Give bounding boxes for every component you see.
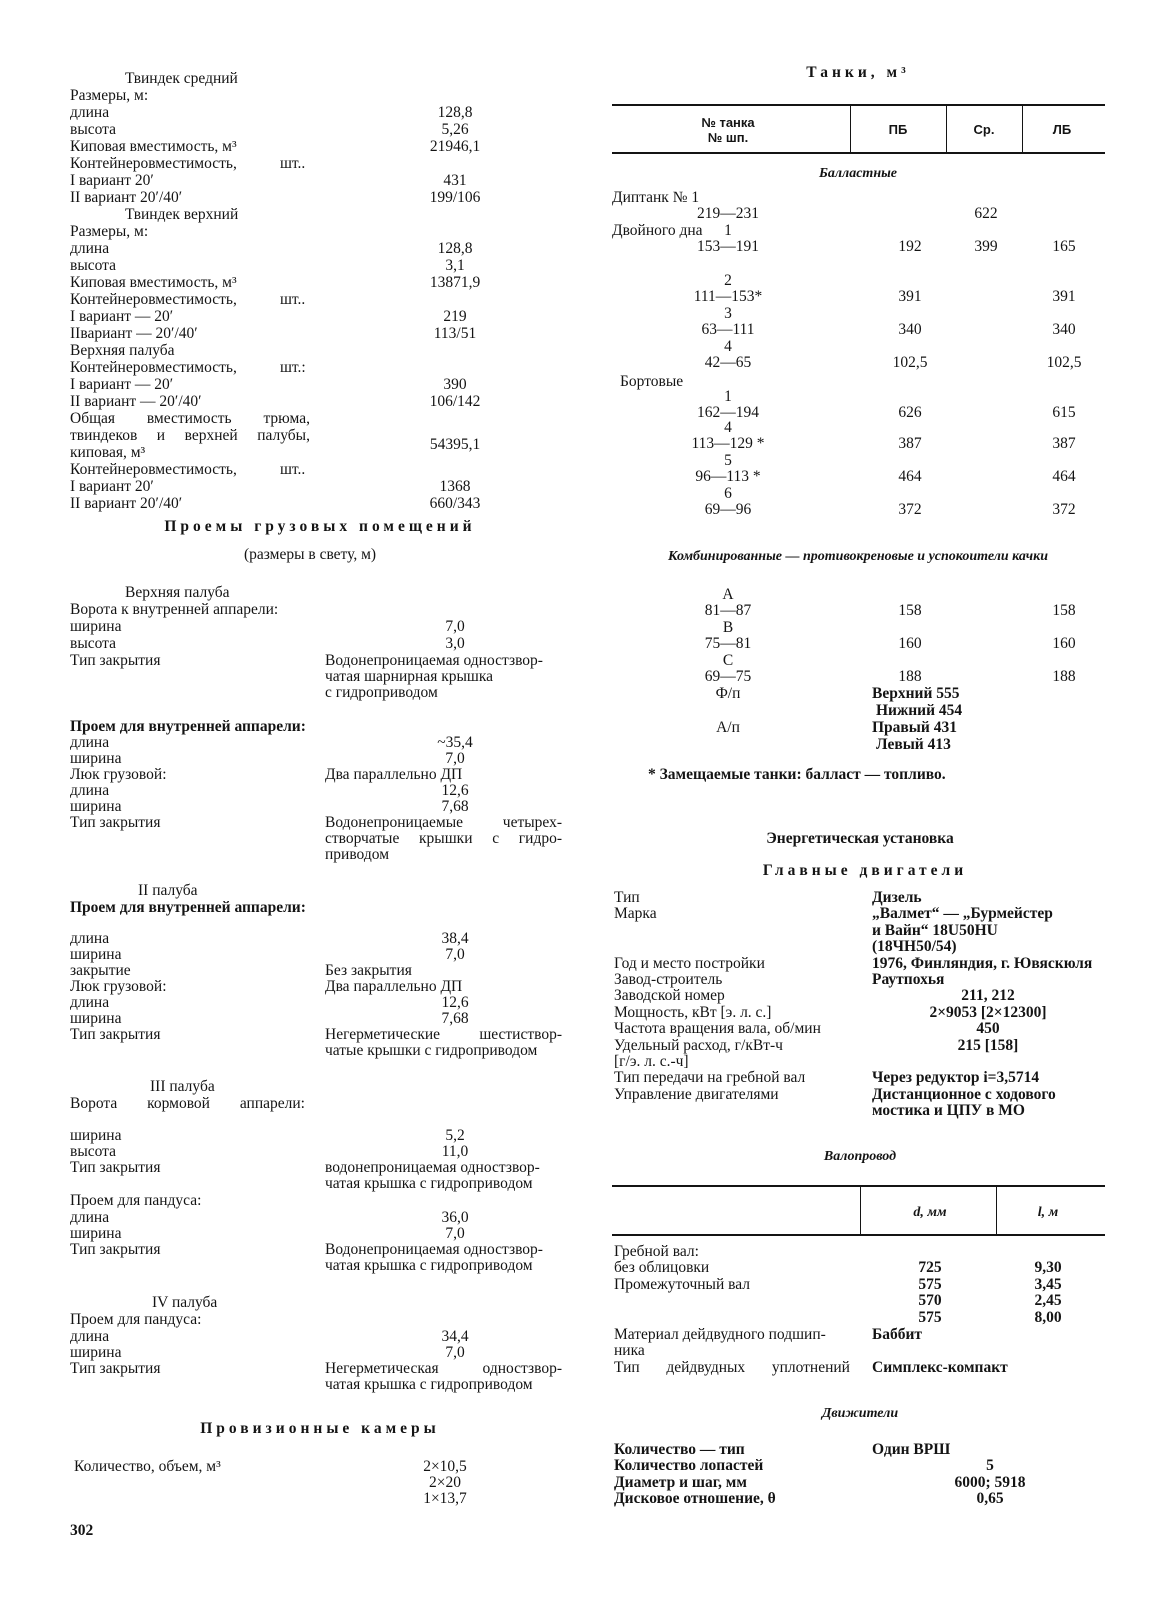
row-label: Тип закрытия [70,1241,161,1258]
shaft-d: 570 [918,1292,942,1310]
row-value: 660/343 [429,495,481,512]
shaft-d: 575 [918,1308,942,1326]
tank-frames: 69—96 [704,501,752,518]
openings-subtitle: (размеры в свету, м) [243,546,377,563]
closure-text: водонепроницаемая одностзвор- [325,1159,540,1176]
tank-ps: 188 [898,668,922,685]
col-divider [946,106,947,152]
row-label: I вариант 20′ [70,172,154,189]
row-value: 128,8 [437,240,473,257]
row-value: 1368 [439,478,471,495]
ballast-title: Балластные [818,166,898,181]
spec-value: 2×9053 [2×12300] [929,1003,1047,1021]
sub-title: Проем для внутренней аппарели: [70,899,306,916]
tank-sb: 165 [1052,238,1076,255]
shaft-l: 8,00 [1034,1308,1062,1326]
col-divider [850,106,851,152]
word: с [492,830,500,847]
row-value: 34,4 [441,1328,469,1345]
row-label: I вариант — 20′ [70,376,174,393]
spec-label: Управление двигателями [614,1085,779,1103]
spec-label: Частота вращения вала, об/мин [614,1020,821,1038]
shaft-table-header-rule [612,1234,1105,1236]
tank-number: 2 [724,272,732,289]
closure-line [325,1360,562,1377]
propulsor-value: Один ВРШ [872,1441,951,1458]
spec-value: „Валмет“ — „Бурмейстер [872,905,1053,923]
row-value: 21946,1 [429,138,481,155]
shaft-label: Гребной вал: [614,1243,699,1260]
combined-title: Комбинированные — противокреновые и успокоители качки [668,549,1048,564]
tank-ps: 102,5 [892,354,928,371]
header-sb: ЛБ [1052,122,1072,137]
closure-line [325,830,562,847]
propulsor-label: Диаметр и шаг, мм [614,1473,747,1491]
col-divider [860,1187,861,1234]
tank-group: Двойного дна [612,222,703,239]
row-label: Тип закрытия [70,814,161,831]
row-value: 7,0 [445,1225,465,1242]
shaft-d: 575 [918,1275,942,1293]
row-label: длина [70,1328,110,1345]
row-label: длина [70,734,110,751]
row-value: 431 [443,172,467,189]
spec-label: [г/э. л. с.-ч] [614,1053,689,1070]
ap-value: Левый 413 [876,736,951,753]
closure-text: чатая крышка с гидроприводом [325,1175,533,1192]
tank-frames: 75—81 [704,635,752,652]
tank-frames: 96—113 * [695,468,761,485]
row-label: Контейнеровместимость, [70,461,237,478]
word: вместимость [146,410,232,427]
row-value: 7,68 [441,798,469,815]
tank-number: 4 [724,338,732,355]
seal-label [614,1359,850,1376]
spec-label: Заводской номер [614,987,725,1005]
row-value: 7,0 [445,618,465,635]
word: дейдвудных [666,1359,746,1376]
word: одностзвор- [482,1360,562,1377]
tank-ps: 160 [898,635,922,652]
row-value: 7,0 [445,750,465,767]
row-value: 13871,9 [429,274,481,291]
closure-text: чатая шарнирная крышка [325,668,494,685]
spec-value: Дизель [872,889,922,906]
closure-line: чатая крышка с гидроприводом [325,1376,533,1393]
provisions-title: Провизионные камеры [200,1420,440,1437]
spec-value: Через редуктор i=3,5714 [872,1069,1040,1087]
sub-title [70,1095,305,1112]
closure-text: Водонепроницаемая одностзвор- [325,1241,543,1258]
bearing-label: Материал дейдвудного подшип- [614,1326,826,1343]
table-header-rule [612,152,1105,154]
row-label: II вариант 20′/40′ [70,495,183,512]
word: верхней [184,427,238,444]
total-value: 54395,1 [429,436,481,453]
shafting-title: Валопровод [823,1149,897,1164]
row-label: Размеры, м: [70,223,149,240]
word: и [156,427,166,444]
spec-value: Раутпохья [872,971,945,988]
total-line-1 [70,410,310,427]
word: гидро- [518,830,562,847]
tank-sb: 372 [1052,501,1076,518]
section-title: Верхняя палуба [70,342,175,359]
closure-line: приводом [325,846,390,863]
spec-value: (18ЧН50/54) [872,938,957,956]
row-value: 113/51 [433,325,477,342]
tank-letter: A [722,586,734,603]
row-label: ширина [70,1010,122,1027]
row-label: ширина [70,798,122,815]
bearing-value: Баббит [872,1326,923,1343]
tank-ps: 158 [898,602,922,619]
tank-letter: C [722,652,734,669]
deck-title: II палуба [138,882,198,899]
fp-label: Ф/п [715,685,741,702]
tank-sb: 391 [1052,288,1076,305]
tank-sb: 158 [1052,602,1076,619]
tank-frames: 113—129 * [691,435,765,452]
tank-sb: 102,5 [1046,354,1082,371]
word: четырех- [502,814,562,831]
tank-ps: 464 [898,468,922,485]
row-value-text: Два параллельно ДП [325,766,463,783]
closure-line [325,1026,562,1043]
tank-number: 4 [724,419,732,436]
row-label: Киповая вместимость, м³ [70,274,237,291]
tank-sb: 387 [1052,435,1076,452]
row-label: Тип закрытия [70,1026,161,1043]
spec-label: Мощность, кВт [э. л. с.] [614,1003,772,1021]
tank-sb: 340 [1052,321,1076,338]
row-value: 7,68 [441,1010,469,1027]
word: Ворота [70,1095,118,1112]
row-label: длина [70,1209,110,1226]
spec-value: 215 [158] [957,1036,1019,1054]
word: кормовой [147,1095,210,1112]
tank-sb: 160 [1052,635,1076,652]
row-label: ширина [70,1344,122,1361]
tank-frames: 162—194 [697,404,759,421]
row-label: ширина [70,618,122,635]
row-value: 12,6 [441,782,469,799]
spec-value: Дистанционное с ходового [872,1085,1056,1103]
word: Негерметические [325,1026,441,1043]
spec-label: Завод-строитель [614,971,723,988]
word: шестиствор- [479,1026,562,1043]
spec-value: 211, 212 [961,987,1015,1005]
sub-title: Проем для внутренней аппарели: [70,718,306,735]
row-value: ~35,4 [437,734,473,751]
row-label: высота [70,1143,117,1160]
row-label: Люк грузовой: [70,978,167,995]
row-value: 3,0 [445,635,465,652]
word: Тип [614,1359,640,1376]
row-label: Размеры, м: [70,87,149,104]
row-label-unit: шт.. [280,155,306,172]
header-tank: № танка [701,115,755,130]
row-value: 106/142 [429,393,481,410]
row-value: 199/106 [429,189,481,206]
propulsor-value: 6000; 5918 [954,1473,1026,1491]
sub-title: Проем для пандуса: [70,1192,202,1209]
word: створчатые [325,830,400,847]
tank-number: 6 [724,485,732,502]
row-value: 38,4 [441,930,469,947]
row-label-unit: шт.. [280,461,306,478]
propulsors-title: Движители [821,1406,899,1421]
seal-value: Симплекс-компакт [872,1359,1008,1376]
tank-mid: 622 [974,205,998,222]
col-divider [996,1187,997,1234]
row-value: 12,6 [441,994,469,1011]
row-label: Контейнеровместимость, [70,155,237,172]
tank-name: Диптанк № 1 [612,189,700,206]
row-label: Контейнеровместимость, [70,291,237,308]
row-label: Киповая вместимость, м³ [70,138,237,155]
row-label: длина [70,930,110,947]
tank-mid: 399 [974,238,998,255]
row-value: 128,8 [437,104,473,121]
tank-frames: 81—87 [704,602,752,619]
word: крышки [419,830,473,847]
row-label: I вариант — 20′ [70,308,174,325]
engines-title: Главные двигатели [762,862,968,879]
tank-ps: 372 [898,501,922,518]
deck-title: III палуба [150,1078,215,1095]
propulsor-label: Количество — тип [614,1441,745,1458]
word: аппарели: [239,1095,305,1112]
row-label: II вариант — 20′/40′ [70,393,202,410]
header-frame: № шп. [707,130,749,145]
propulsor-label: Дисковое отношение, θ [614,1490,776,1508]
tank-ps: 340 [898,321,922,338]
row-label: Тип закрытия [70,1360,161,1377]
word: Общая [70,410,116,427]
row-label: Контейнеровместимость, [70,359,237,376]
header-ps: ПБ [888,122,908,137]
shaft-table-top-rule [612,1185,1105,1187]
col-divider [1022,106,1023,152]
row-value: 1×13,7 [423,1490,467,1507]
propulsor-value: 0,65 [976,1490,1004,1508]
row-label: Количество, объем, м³ [74,1458,221,1475]
tank-group: Бортовые [620,373,684,390]
table-top-rule [612,104,1105,106]
tank-number: 3 [724,305,732,322]
spec-value: мостика и ЦПУ в МО [872,1102,1025,1120]
spec-value: и Вайн“ 18U50HU [872,921,998,939]
row-label: ширина [70,946,122,963]
shaft-l: 2,45 [1034,1292,1062,1310]
propulsor-value: 5 [986,1457,994,1475]
row-value: 7,0 [445,1344,465,1361]
closure-line: чатые крышки с гидроприводом [325,1042,538,1059]
tank-ps: 387 [898,435,922,452]
row-value: 2×10,5 [423,1458,467,1475]
spec-label: Удельный расход, г/кВт-ч [614,1036,783,1054]
row-value: 5,2 [445,1127,465,1144]
total-line-2 [70,427,310,444]
row-label: II вариант 20′/40′ [70,189,183,206]
spec-value: 1976, Финляндия, г. Ювяскюля [872,954,1093,972]
tank-ps: 391 [898,288,922,305]
header-mid: Ср. [973,122,995,137]
tank-sb: 615 [1052,404,1076,421]
row-value: 36,0 [441,1209,469,1226]
sub-title: Проем для пандуса: [70,1311,202,1328]
word: твиндеков [70,427,138,444]
row-label: высота [70,121,117,138]
closure-text: с гидроприводом [325,684,438,701]
row-label: длина [70,994,110,1011]
header-l: l, м [1037,1205,1059,1220]
tank-number: 1 [724,222,732,239]
word: трюма, [263,410,310,427]
row-label: высота [70,635,117,652]
tanks-footnote: * Замещаемые танки: балласт — топливо. [648,766,946,783]
row-label-unit: шт.. [280,291,306,308]
row-label: ширина [70,1127,122,1144]
shaft-d: 725 [918,1259,942,1277]
row-value: 3,1 [445,257,465,274]
row-label: ширина [70,750,122,767]
header-d: d, мм [913,1205,947,1220]
spec-label: Тип передачи на гребной вал [614,1069,806,1087]
row-label: длина [70,104,110,121]
row-label: I вариант 20′ [70,478,154,495]
row-value: 390 [443,376,467,393]
shaft-label: Промежуточный вал [614,1275,751,1293]
shaft-l: 3,45 [1034,1275,1062,1293]
bearing-label: ника [614,1342,645,1359]
row-label: Люк грузовой: [70,766,167,783]
row-value-text: Два параллельно ДП [325,978,463,995]
closure-text: чатая крышка с гидроприводом [325,1257,533,1274]
row-label: IIвариант — 20′/40′ [70,325,198,342]
power-title: Энергетическая установка [766,830,954,847]
row-label: Тип закрытия [70,1159,161,1176]
spec-label: Год и место постройки [614,954,765,972]
tank-frames: 42—65 [704,354,752,371]
tank-ps: 192 [898,238,922,255]
word: Водонепроницаемые [325,814,463,831]
row-label: длина [70,782,110,799]
tank-frames: 219—231 [697,205,759,222]
row-value: 5,26 [441,121,469,138]
section-title: Твиндек верхний [125,206,239,223]
row-value: 7,0 [445,946,465,963]
tank-number: 1 [724,388,732,405]
tank-letter: B [722,619,734,636]
tank-sb: 188 [1052,668,1076,685]
row-value: 2×20 [429,1474,461,1491]
tank-frames: 111—153* [693,288,763,305]
sub-title: Ворота к внутренней аппарели: [70,601,279,618]
deck-title: Верхняя палуба [125,584,230,601]
tanks-title: Танки, м³ [806,64,910,81]
spec-value: 450 [976,1020,1000,1038]
tank-frames: 153—191 [697,238,759,255]
propulsor-label: Количество лопастей [614,1457,764,1475]
section-title: Твиндек средний [125,70,238,87]
shaft-l: 9,30 [1034,1259,1062,1277]
tank-sb: 464 [1052,468,1076,485]
tank-frames: 69—75 [704,668,752,685]
fp-value: Нижний 454 [876,702,963,719]
row-label: длина [70,240,110,257]
row-value-text: Без закрытия [325,962,412,979]
tank-ps: 626 [898,404,922,421]
total-line-3: киповая, м³ [70,444,146,461]
fp-value: Верхний 555 [872,685,960,702]
closure-line [325,814,562,831]
word: палубы, [257,427,310,444]
word: Негерметическая [325,1360,439,1377]
row-value: 11,0 [441,1143,469,1160]
spec-label: Тип [614,889,640,906]
row-value: 219 [443,308,467,325]
row-label: Тип закрытия [70,652,161,669]
row-label: высота [70,257,117,274]
row-label: ширина [70,1225,122,1242]
tank-number: 5 [724,452,732,469]
ap-label: А/п [716,719,740,736]
word: уплотнений [771,1359,850,1376]
tank-frames: 63—111 [701,321,755,338]
row-label: закрытие [70,962,131,979]
openings-title: Проемы грузовых помещений [164,518,476,535]
spec-label: Марка [614,905,657,923]
deck-title: IV палуба [152,1294,218,1311]
page-number: 302 [70,1522,94,1539]
ap-value: Правый 431 [872,719,957,736]
shaft-label: без облицовки [614,1259,710,1277]
row-label-unit: шт.: [280,359,306,376]
closure-text: Водонепроницаемая одностзвор- [325,652,543,669]
